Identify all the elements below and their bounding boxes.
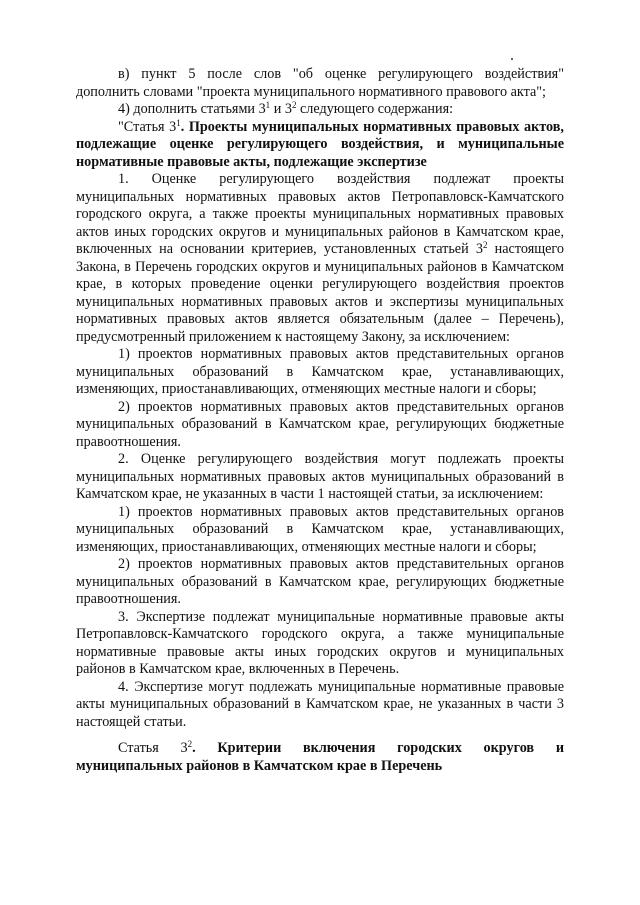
article-3-1-heading: "Статья $3^1$. Проекты муниципальных нормативных правовых актов, подлежащие оценке регулирующего воздействия, и муниципальные нормативные правовые акты, подлежащие экспертизе [76,117,564,170]
amendment-item-v: в) пункт 5 после слов "об оценке регулирующего воздействия" дополнить словами "проекта муниципального нормативного правового акта"; [76,66,564,100]
part-2-exception-1: 1) проектов нормативных правовых актов представительных органов муниципальных образований в Камчатском крае, устанавливающих, изменяющих, приостанавливающих, отменяющих местные налоги и сборы; [76,503,564,555]
part-1-paragraph: 1. Оценке регулирующего воздействия подлежат проекты муниципальных нормативных правовых актов Петропавловск-Камчатского городского округа, а также проекты муниципальных нормативных правовых актов иных городских округов и муниципальных районов в Камчатском крае, включенных на основании критериев, установленных статьей $3^2$ настоящего Закона, в Перечень городских округов и муниципальных районов в Камчатском крае, в которых проведение оценки регулирующего воздействия проектов муниципальных нормативных правовых актов и экспертизы муниципальных нормативных правовых актов является обязательным (далее – Перечень), предусмотренный приложением к настоящему Закону, за исключением: [76,171,564,345]
document-body [76,66,564,775]
part-4-paragraph: 4. Экспертизе могут подлежать муниципальные нормативные правовые акты муниципальных образований в Камчатском крае, не указанных в части 3 настоящей статьи. [76,678,564,730]
article-3-2-heading: Статья $3^2$. Критерии включения городских округов и муниципальных районов в Камчатском крае в Перечень [76,739,564,774]
amendment-item-4: 4) дополнить статьями $3^1$ и $3^2$ следующего содержания: [118,100,454,117]
part-1-exception-2: 2) проектов нормативных правовых актов представительных органов муниципальных образований в Камчатском крае, регулирующих бюджетные правоотношения. [76,398,564,450]
part-2-exception-2: 2) проектов нормативных правовых актов представительных органов муниципальных образований в Камчатском крае, регулирующих бюджетные правоотношения. [76,556,564,607]
part-2-paragraph: 2. Оценке регулирующего воздействия могут подлежать проекты муниципальных нормативных правовых актов муниципальных образований в Камчатском крае, не указанных в части 1 настоящей статьи, за исключением: [76,451,564,502]
part-1-exception-1: 1) проектов нормативных правовых актов представительных органов муниципальных образований в Камчатском крае, устанавливающих, изменяющих, приостанавливающих, отменяющих местные налоги и сборы; [76,346,564,397]
scan-speck [511,58,513,60]
part-3-paragraph: 3. Экспертизе подлежат муниципальные нормативные правовые акты Петропавловск-Камчатского городского округа, а также муниципальные нормативные правовые акты иных городских округов и муниципальных районов в Камчатском крае, включенных в Перечень. [76,608,564,677]
